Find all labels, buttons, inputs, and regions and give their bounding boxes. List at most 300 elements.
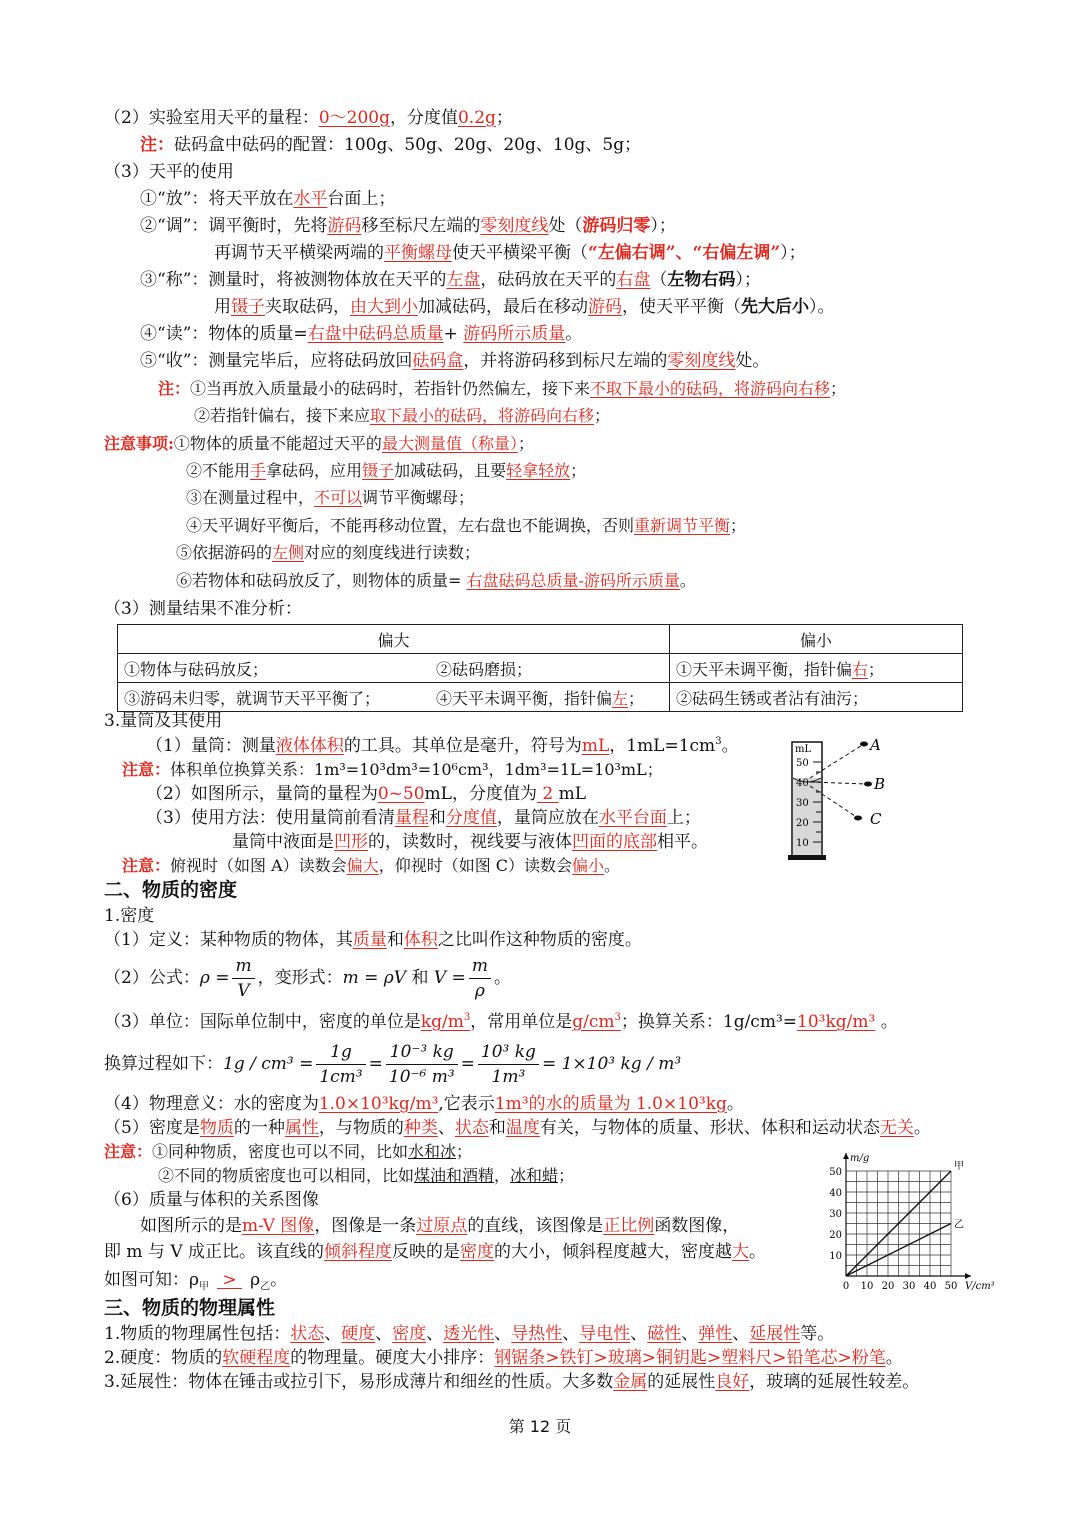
text: mL，分度值为 bbox=[424, 784, 537, 804]
formula: = 1×10³ kg / m³ bbox=[541, 1054, 682, 1074]
property-item: 密度 bbox=[392, 1324, 427, 1344]
x-axis-label: V/cm³ bbox=[965, 1281, 995, 1292]
answer: 右盘 bbox=[616, 270, 651, 290]
text: 函数图像， bbox=[654, 1216, 740, 1236]
answer: 取下最小的砝码，将游码向右移 bbox=[370, 406, 595, 425]
answer: 镊子 bbox=[362, 461, 395, 480]
answer: 轻拿轻放 bbox=[506, 461, 571, 480]
text: 俯视时（如图 A）读数会 bbox=[170, 856, 347, 875]
text: （3）单位：国际单位制中，密度的单位是 bbox=[104, 1012, 421, 1032]
text: ①当再放入质量最小的砝码时，若指针仍然偏左，接下来 bbox=[190, 379, 591, 398]
note-pointer-right bbox=[194, 404, 610, 428]
answer: 游码所示质量 bbox=[463, 324, 566, 344]
unit-conversion-note bbox=[122, 758, 663, 782]
text: 用 bbox=[214, 297, 231, 317]
reading-note bbox=[122, 854, 620, 878]
cautions-2 bbox=[186, 459, 586, 483]
error-table bbox=[117, 624, 963, 712]
text: ④天平未调平衡，指针偏 bbox=[436, 688, 613, 708]
answer: 正比例 bbox=[603, 1216, 655, 1236]
cautions-5 bbox=[176, 541, 480, 565]
properties-list bbox=[104, 1322, 834, 1346]
answer: 温度 bbox=[505, 1118, 540, 1138]
answer: 偏小 bbox=[572, 856, 605, 875]
text: 相平。 bbox=[657, 832, 708, 852]
subscript: 乙 bbox=[260, 1281, 271, 1293]
answer: $kg/m^3$ bbox=[420, 1012, 471, 1032]
text: ；换算关系：1g/cm³= bbox=[620, 1012, 798, 1032]
text: g/cm bbox=[572, 1012, 615, 1032]
step-read bbox=[140, 322, 582, 346]
section-title-density bbox=[104, 878, 237, 902]
note-label: 注意： bbox=[122, 760, 171, 779]
note-label: 注： bbox=[158, 379, 191, 398]
answer: 零刻度线 bbox=[480, 216, 549, 236]
text: （3）测量结果不准分析： bbox=[104, 599, 302, 619]
text: （1）量筒：测量 bbox=[146, 736, 276, 756]
text: 的直线，该图像是 bbox=[467, 1216, 604, 1236]
text: 的延展性 bbox=[647, 1372, 716, 1392]
mv-compare bbox=[104, 1268, 287, 1299]
text: 量筒中液面是 bbox=[232, 832, 334, 852]
text: 台面上； bbox=[327, 189, 396, 209]
cell: ②砝码磨损； bbox=[430, 654, 670, 683]
text: （2）如图所示，量筒的量程为 bbox=[146, 784, 378, 804]
tick-label: 50 bbox=[796, 758, 809, 769]
cell: ③游码未归零，就调节天平平衡了； bbox=[118, 683, 431, 712]
answer: 左盘 bbox=[446, 270, 481, 290]
x-tick-label: 40 bbox=[923, 1281, 937, 1292]
text: 体积单位换算关系：1m³=10³dm³=10⁶cm³，1dm³=1L=10³mL； bbox=[170, 760, 663, 779]
text: 即 m 与 V 成正比。该直线的 bbox=[104, 1242, 325, 1262]
text: 。 bbox=[885, 1348, 903, 1368]
answer: 2 bbox=[536, 784, 559, 804]
answer: 左侧 bbox=[272, 543, 305, 562]
text: ②“调”：调平衡时，先将 bbox=[140, 216, 328, 236]
answer: 1m³的水的质量为 1.0×10³kg bbox=[494, 1094, 727, 1114]
text: 。 bbox=[604, 856, 621, 875]
text: 之比叫作这种物质的密度。 bbox=[437, 930, 642, 950]
answer: 零刻度线 bbox=[667, 351, 736, 371]
y-tick-label: 30 bbox=[829, 1209, 842, 1220]
answer: 右 bbox=[852, 659, 869, 679]
text: ； bbox=[570, 461, 587, 480]
text: 夹取砝码， bbox=[265, 297, 350, 317]
text: ，常用单位是 bbox=[470, 1012, 573, 1032]
text: 。 bbox=[679, 571, 696, 590]
tick-label: 30 bbox=[796, 798, 809, 809]
answer: 0.2g bbox=[457, 108, 496, 128]
text: ④天平调好平衡后，不能再移动位置，左右盘也不能调换，否则 bbox=[186, 516, 635, 535]
numerator: m bbox=[469, 954, 491, 979]
text: 移至标尺左端的 bbox=[361, 216, 481, 236]
answer: 良好 bbox=[715, 1372, 750, 1392]
hardness-line bbox=[104, 1346, 903, 1370]
answer: 种类 bbox=[403, 1118, 438, 1138]
note-label: 注： bbox=[140, 135, 174, 155]
answer: 10³kg/m³ bbox=[797, 1012, 876, 1032]
note-label: 注意： bbox=[104, 1142, 153, 1161]
series-label-2: 乙 bbox=[954, 1219, 964, 1231]
answer: 体积 bbox=[403, 930, 438, 950]
label-b: B bbox=[874, 775, 886, 793]
example: 煤油和酒精 bbox=[414, 1166, 495, 1185]
y-axis-label: m/g bbox=[850, 1153, 870, 1164]
answer: 不可以 bbox=[314, 488, 363, 507]
text: 上； bbox=[666, 808, 701, 828]
cylinder-usage bbox=[146, 806, 701, 830]
text: ②不能用 bbox=[186, 461, 251, 480]
mv-chart bbox=[820, 1148, 1010, 1296]
density-note-2 bbox=[158, 1164, 574, 1188]
text: 再调节天平横梁两端的 bbox=[214, 243, 384, 263]
text: （4）物理意义：水的密度为 bbox=[104, 1094, 319, 1114]
x-tick-label: 0 bbox=[842, 1281, 850, 1292]
ductility-line bbox=[104, 1370, 919, 1394]
text: mL bbox=[558, 784, 586, 804]
cell: ①物体与砝码放反； bbox=[118, 654, 431, 683]
density-note-1 bbox=[104, 1140, 472, 1164]
fraction bbox=[316, 1040, 365, 1089]
text: ，变形式： bbox=[257, 968, 343, 988]
text: ； bbox=[628, 688, 645, 708]
y-tick-label: 10 bbox=[829, 1251, 842, 1262]
fraction bbox=[232, 954, 254, 1003]
note-label: 注意： bbox=[122, 856, 171, 875]
text: + bbox=[443, 324, 464, 344]
text: 有关，与物体的质量、形状、体积和运动状态 bbox=[539, 1118, 880, 1138]
answer: m-V 图像 bbox=[242, 1216, 315, 1236]
numerator: m bbox=[232, 954, 254, 979]
text: 2.硬度：物质的 bbox=[104, 1348, 223, 1368]
formula: ρ = bbox=[199, 968, 230, 988]
unit-label: mL bbox=[795, 744, 812, 755]
answer: 质量 bbox=[352, 930, 387, 950]
text: ，与物质的 bbox=[318, 1118, 404, 1138]
separator: 、 bbox=[426, 1324, 444, 1344]
text: 。 bbox=[270, 1270, 288, 1290]
text: 等。 bbox=[800, 1324, 835, 1344]
tick-label: 10 bbox=[796, 838, 809, 849]
separator: 、 bbox=[375, 1324, 393, 1344]
density-def bbox=[104, 928, 642, 952]
text: ，并将游码移到标尺左端的 bbox=[463, 351, 668, 371]
text: 二、物质的密度 bbox=[104, 879, 238, 901]
header-too-small: 偏小 bbox=[670, 625, 963, 654]
text: 的工具。其单位是毫升，符号为 bbox=[343, 736, 582, 756]
formula: m = ρV bbox=[342, 968, 407, 988]
text: ρ bbox=[250, 1270, 261, 1290]
text: ，图像是一条 bbox=[314, 1216, 417, 1236]
cell: ②砝码生锈或者沾有油污； bbox=[670, 683, 963, 712]
example: 水和冰 bbox=[408, 1142, 457, 1161]
text: ； bbox=[517, 434, 534, 453]
property-item: 导电性 bbox=[579, 1324, 631, 1344]
answer: $g/cm^3$ bbox=[572, 1012, 621, 1032]
text: ①天平未调平衡，指针偏 bbox=[676, 659, 853, 679]
x-tick-label: 10 bbox=[860, 1281, 874, 1292]
text: 。 bbox=[913, 1118, 931, 1138]
x-tick-label: 50 bbox=[944, 1281, 958, 1292]
answer: 倾斜程度 bbox=[324, 1242, 393, 1262]
text: ⑥若物体和砝码放反了，则物体的质量= bbox=[176, 571, 467, 590]
answer: 右盘中砝码总质量 bbox=[307, 324, 444, 344]
text: （ bbox=[650, 270, 668, 290]
label-a: A bbox=[870, 736, 881, 754]
text: 加减砝码，且要 bbox=[394, 461, 507, 480]
answer: 右盘砝码总质量-游码所示质量 bbox=[466, 571, 680, 590]
text: 使天平横梁平衡（ bbox=[452, 243, 588, 263]
series-label-1: 甲 bbox=[954, 1161, 964, 1172]
text: ）； bbox=[650, 216, 676, 236]
emphasis: “左偏右调”、“右偏左调” bbox=[588, 243, 781, 263]
text: ； bbox=[558, 1166, 575, 1185]
page-number: 第 12 页 bbox=[508, 1417, 572, 1436]
text: ①“放”：将天平放在 bbox=[140, 189, 294, 209]
text: ； bbox=[594, 406, 611, 425]
subscript: 甲 bbox=[199, 1281, 209, 1293]
answer: 凹形 bbox=[334, 832, 368, 852]
cylinder-figure bbox=[786, 732, 896, 862]
text: （3）天平的使用 bbox=[104, 162, 234, 182]
text: 对应的刻度线进行读数； bbox=[304, 543, 481, 562]
cautions-3 bbox=[186, 486, 474, 510]
answer: 大 bbox=[732, 1242, 750, 1262]
text: ②若指针偏右，接下来应 bbox=[194, 406, 371, 425]
text: ，仰视时（如图 C）读数会 bbox=[378, 856, 573, 875]
separator: 、 bbox=[681, 1324, 699, 1344]
text: ）； bbox=[780, 243, 806, 263]
property-item: 状态 bbox=[290, 1324, 325, 1344]
text: ，量筒应放在 bbox=[496, 808, 599, 828]
example: 冰和蜡 bbox=[510, 1166, 559, 1185]
text: 反映的是 bbox=[392, 1242, 461, 1262]
numerator: 10⁻³ kg bbox=[386, 1040, 458, 1065]
text: 的一种 bbox=[233, 1118, 285, 1138]
text: ⑤“收”：测量完毕后，应将砝码放回 bbox=[140, 351, 413, 371]
text: ①物体的质量不能超过天平的 bbox=[173, 434, 382, 453]
y-tick-label: 50 bbox=[829, 1167, 842, 1178]
answer: 分度值 bbox=[445, 808, 497, 828]
text: ； bbox=[830, 379, 847, 398]
answer: 平衡螺母 bbox=[384, 243, 452, 263]
step-weigh bbox=[140, 268, 761, 292]
section-title-properties bbox=[104, 1296, 275, 1320]
density-unit bbox=[104, 1010, 898, 1034]
property-item: 硬度 bbox=[341, 1324, 376, 1344]
text: 。 bbox=[749, 1242, 767, 1262]
answer: 过原点 bbox=[416, 1216, 468, 1236]
cylinder-range bbox=[146, 782, 586, 806]
answer: 最大测量值（称量） bbox=[381, 434, 518, 453]
answer: 属性 bbox=[284, 1118, 319, 1138]
header-too-large: 偏大 bbox=[118, 625, 670, 654]
cautions-6 bbox=[176, 569, 696, 593]
text: 三、物质的物理属性 bbox=[104, 1297, 276, 1319]
text: ，玻璃的延展性较差。 bbox=[749, 1372, 920, 1392]
text: ⑤依据游码的 bbox=[176, 543, 273, 562]
answer: mL bbox=[581, 736, 610, 756]
answer: 0~50 bbox=[377, 784, 425, 804]
note-label: 注意事项: bbox=[104, 434, 174, 453]
text: ③“称”：测量时，将被测物体放在天平的 bbox=[140, 270, 447, 290]
cylinder-meniscus bbox=[232, 830, 708, 854]
y-tick-label: 40 bbox=[829, 1188, 842, 1199]
cell bbox=[430, 683, 670, 712]
denominator: 1cm³ bbox=[319, 1067, 363, 1087]
cautions-4 bbox=[186, 514, 746, 538]
denominator: V bbox=[237, 981, 250, 1001]
answer: 钢锯条>铁钉>玻璃>铜钥匙>塑料尺>铅笔芯>粉笔 bbox=[494, 1348, 886, 1368]
fraction bbox=[478, 1040, 539, 1089]
cylinder-def: （1）量筒：测量液体体积的工具。其单位是毫升，符号为mL，$1mL=1cm^3$。 bbox=[146, 736, 739, 756]
mv-desc-2 bbox=[104, 1240, 766, 1264]
answer: 软硬程度 bbox=[222, 1348, 291, 1368]
text: ； bbox=[456, 1142, 473, 1161]
property-item: 延展性 bbox=[749, 1324, 801, 1344]
text: ）。 bbox=[809, 297, 835, 317]
separator: 、 bbox=[630, 1324, 648, 1344]
step-store bbox=[140, 349, 769, 373]
x-tick-label: 20 bbox=[881, 1281, 895, 1292]
answer: 无关 bbox=[879, 1118, 914, 1138]
eye-b bbox=[864, 782, 872, 787]
text: ,它表示 bbox=[438, 1094, 495, 1114]
text: ，1mL=1cm bbox=[609, 736, 716, 756]
answer: 由大到小 bbox=[350, 297, 418, 317]
denominator: ρ bbox=[474, 981, 485, 1001]
y-tick-label: 20 bbox=[829, 1230, 842, 1241]
answer: 量程 bbox=[394, 808, 429, 828]
text: 。 bbox=[880, 1012, 898, 1032]
error-analysis-heading bbox=[104, 597, 302, 621]
text: ； bbox=[868, 659, 885, 679]
numerator: 1g bbox=[316, 1040, 365, 1065]
answer: 状态 bbox=[454, 1118, 489, 1138]
answer: 左 bbox=[612, 688, 629, 708]
density-formula bbox=[104, 954, 511, 1003]
answer: 水平 bbox=[293, 189, 328, 209]
text: 砝码盒中砝码的配置：100g、50g、20g、20g、10g、5g； bbox=[174, 135, 642, 155]
text: （5）密度是 bbox=[104, 1118, 200, 1138]
range-line bbox=[104, 106, 513, 130]
text: 调节平衡螺母； bbox=[362, 488, 475, 507]
text: 处。 bbox=[735, 351, 770, 371]
text: 1.物质的物理属性包括： bbox=[104, 1324, 291, 1344]
x-tick-label: 30 bbox=[902, 1281, 916, 1292]
answer: 不取下最小的砝码，将游码向右移 bbox=[590, 379, 831, 398]
fraction bbox=[386, 1040, 458, 1089]
emphasis: 游码归零 bbox=[582, 216, 651, 236]
cautions-1 bbox=[104, 432, 534, 456]
label-c: C bbox=[870, 810, 882, 828]
property-item: 透光性 bbox=[443, 1324, 495, 1344]
answer: > bbox=[217, 1270, 243, 1290]
physical-meaning bbox=[104, 1092, 744, 1116]
note-pointer-left bbox=[158, 377, 846, 401]
text: 的，读数时，视线要与液体 bbox=[368, 832, 572, 852]
text: 和 bbox=[428, 808, 446, 828]
text: kg/m bbox=[420, 1012, 464, 1032]
answer: 重新调节平衡 bbox=[634, 516, 731, 535]
text: ， bbox=[494, 1166, 511, 1185]
fraction bbox=[469, 954, 491, 1003]
emphasis: 先大后小 bbox=[741, 297, 809, 317]
conversion-process: 换算过程如下：1g / cm³ = $\frac{1g}{\text{1cm³}}$ = $\frac{\text{10⁻³ kg}}{\text{10⁻⁶ m³}}$ = $\frac{\text{10³ kg}}{\text{1m³}}$ = 1×10³ kg / m³ bbox=[104, 1042, 682, 1087]
answer: 物质 bbox=[199, 1118, 234, 1138]
text: 、 bbox=[437, 1118, 455, 1138]
text: 和 bbox=[411, 968, 429, 988]
density-property bbox=[104, 1116, 931, 1140]
answer: 1.0×10³kg/m³ bbox=[318, 1094, 439, 1114]
text: 。 bbox=[565, 324, 583, 344]
text: ③在测量过程中， bbox=[186, 488, 315, 507]
mv-heading bbox=[104, 1188, 319, 1212]
text: 拿砝码，应用 bbox=[266, 461, 363, 480]
text: 的物理量。硬度大小排序： bbox=[290, 1348, 495, 1368]
text: （2）公式： bbox=[104, 968, 200, 988]
text: 。 bbox=[726, 1094, 744, 1114]
text: 3.量筒及其使用 bbox=[104, 711, 223, 731]
step-adjust-2 bbox=[214, 241, 806, 265]
answer: 水平台面 bbox=[598, 808, 667, 828]
text: （2）实验室用天平的量程： bbox=[104, 108, 319, 128]
text: （3）使用方法：使用量筒前看清 bbox=[146, 808, 395, 828]
separator: 、 bbox=[324, 1324, 342, 1344]
answer: 手 bbox=[250, 461, 267, 480]
text: ； bbox=[730, 516, 747, 535]
note-line bbox=[140, 133, 641, 157]
text: 1.密度 bbox=[104, 906, 155, 926]
cell bbox=[670, 654, 963, 683]
text: 加减砝码，最后在移动 bbox=[418, 297, 588, 317]
text: ； bbox=[495, 108, 513, 128]
text: 和 bbox=[386, 930, 404, 950]
formula: 1g / cm³ = bbox=[223, 1054, 314, 1074]
eye-a bbox=[860, 742, 868, 747]
eye-c bbox=[854, 816, 862, 821]
answer: 游码 bbox=[327, 216, 362, 236]
answer: 游码 bbox=[588, 297, 622, 317]
answer: 凹面的底部 bbox=[572, 832, 657, 852]
text: ，砝码放在天平的 bbox=[480, 270, 617, 290]
answer: 液体体积 bbox=[275, 736, 344, 756]
answer: 金属 bbox=[613, 1372, 648, 1392]
numerator: 10³ kg bbox=[478, 1040, 539, 1065]
text: 。 bbox=[493, 968, 511, 988]
mv-desc-1 bbox=[140, 1214, 739, 1238]
separator: 、 bbox=[732, 1324, 750, 1344]
text: ②不同的物质密度也可以相同，比如 bbox=[158, 1166, 415, 1185]
text: ，使天平平衡（ bbox=[622, 297, 741, 317]
text: 换算过程如下： bbox=[104, 1054, 223, 1074]
denominator: 10⁻⁶ m³ bbox=[388, 1067, 455, 1087]
text: 处（ bbox=[548, 216, 583, 236]
step-weigh-2 bbox=[214, 295, 835, 319]
text: （6）质量与体积的关系图像 bbox=[104, 1190, 319, 1210]
x-arrow bbox=[965, 1273, 971, 1279]
tick-label: 20 bbox=[796, 818, 809, 829]
property-item: 导热性 bbox=[511, 1324, 563, 1344]
answer: 镊子 bbox=[231, 297, 265, 317]
density-heading bbox=[104, 904, 154, 928]
step-place bbox=[140, 187, 395, 211]
separator: 、 bbox=[562, 1324, 580, 1344]
formula: V = bbox=[433, 968, 466, 988]
answer: 砝码盒 bbox=[412, 351, 464, 371]
cylinder-base bbox=[788, 855, 826, 860]
text: ）； bbox=[735, 270, 761, 290]
